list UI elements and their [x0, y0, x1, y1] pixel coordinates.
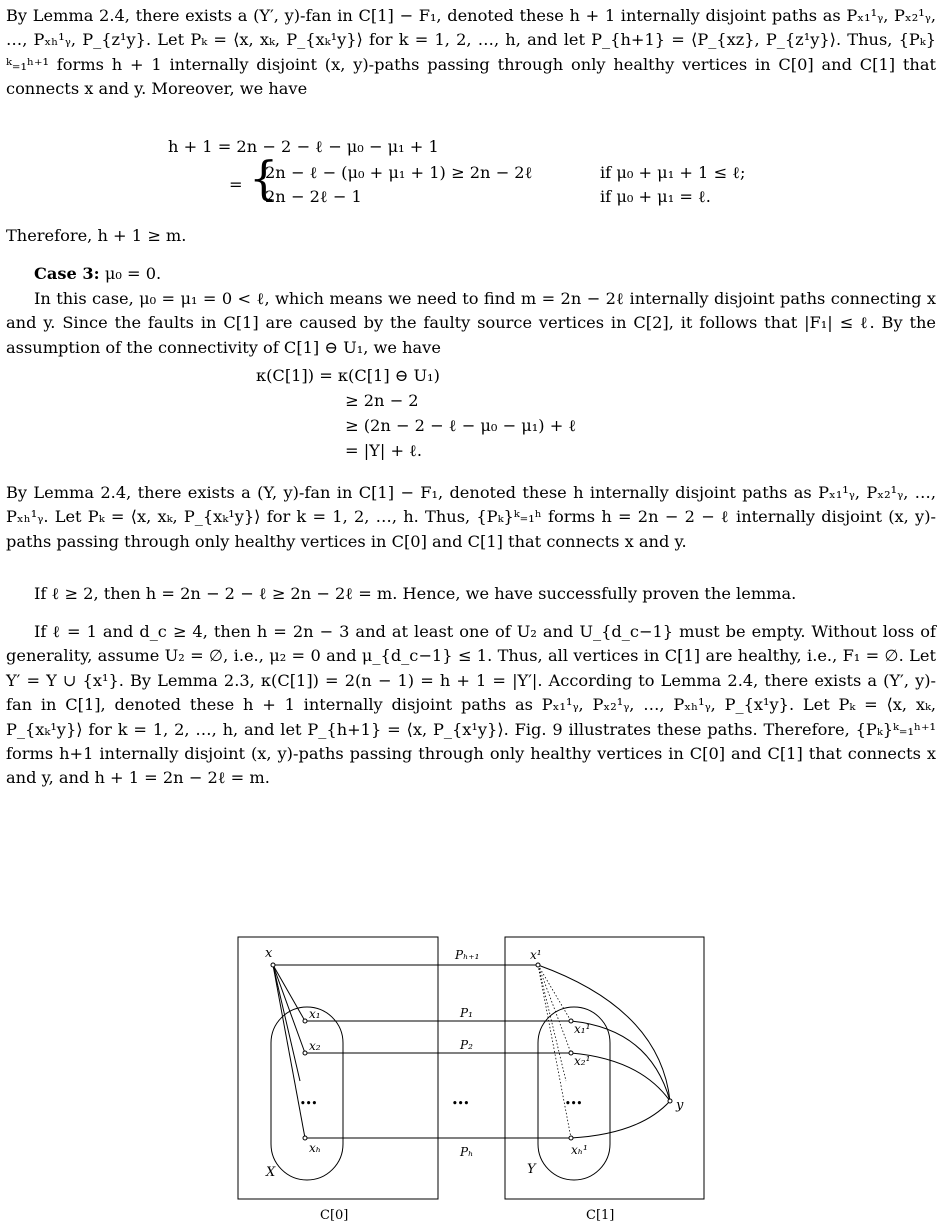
- label-P2: P₂: [460, 1038, 473, 1052]
- paragraph-5: If ℓ = 1 and d_c ≥ 4, then h = 2n − 3 and at least one of U₂ and U_{d_c−1} must be empty. Without loss of generality, assume U₂ = ∅, i.e., μ₂ = 0 and μ_{d_c−1} ≤ 1. Thus, all vertices in C[1] are healthy, i.e., F₁ = ∅. Let Y′ = Y ∪ {x¹}. By Lemma 2.3, κ(C[1]) = 2(n − 1) = h + 1 = |Y′|. According to Lemma 2.4, there exists a (Y′, y)-fan in C[1], denoted these h + 1 internally disjoint paths as Pₓ₁¹ᵧ, Pₓ₂¹ᵧ, …, Pₓₕ¹ᵧ, P_{x¹y}. Let Pₖ = ⟨x, xₖ, P_{xₖ¹y}⟩ for k = 1, 2, …, h, and let P_{h+1} = ⟨x, P_{x¹y}⟩. Fig. 9 illustrates these paths. Therefore, {Pₖ}ᵏ₌₁ʰ⁺¹ forms h+1 internally disjoint (x, y)-paths passing through only healthy vertices in C[0] and C[1] that connects x and y, and h + 1 = 2n − 2ℓ = m.: [6, 622, 936, 788]
- label-x-sup-1: x¹: [530, 948, 542, 962]
- case-3-label: Case 3:: [34, 264, 100, 283]
- equation-1-case-1: 2n − ℓ − (μ₀ + μ₁ + 1) ≥ 2n − 2ℓ: [265, 163, 533, 182]
- equation-1-case-2-condition: if μ₀ + μ₁ = ℓ.: [600, 187, 711, 206]
- label-C1: C[1]: [586, 1208, 615, 1223]
- label-X: X: [266, 1165, 276, 1180]
- case-brace: {: [249, 151, 279, 205]
- therefore-line: Therefore, h + 1 ≥ m.: [6, 226, 187, 245]
- label-C0: C[0]: [320, 1208, 349, 1223]
- label-dots-right: •••: [565, 1099, 583, 1109]
- paragraph-2: In this case, μ₀ = μ₁ = 0 < ℓ, which means we need to find m = 2n − 2ℓ internally disjoint paths connecting x and y. Since the faults in C[1] are caused by the faulty source vertices in C[2], it follows that |F₁| ≤ ℓ. By the assumption of the connectivity of C[1] ⊖ U₁, we have: [6, 289, 936, 357]
- region-X: [271, 1007, 343, 1180]
- equation-2-line-3: ≥ (2n − 2 − ℓ − μ₀ − μ₁) + ℓ: [345, 416, 577, 435]
- label-dots-left: •••: [300, 1099, 318, 1109]
- equation-1-line-1: h + 1 = 2n − 2 − ℓ − μ₀ − μ₁ + 1: [168, 137, 439, 156]
- box-c0: [238, 937, 438, 1199]
- label-x1-1: x₁¹: [574, 1022, 591, 1036]
- label-Ph: Pₕ: [460, 1145, 474, 1159]
- label-xh-1: xₕ¹: [571, 1143, 588, 1157]
- case-3-condition: μ₀ = 0.: [104, 264, 162, 283]
- box-c1: [505, 937, 704, 1199]
- label-x1: x₁: [309, 1007, 321, 1021]
- equals-sign: =: [229, 175, 243, 194]
- paragraph-1: By Lemma 2.4, there exists a (Y′, y)-fan in C[1] − F₁, denoted these h + 1 internally disjoint paths as Pₓ₁¹ᵧ, Pₓ₂¹ᵧ, …, Pₓₕ¹ᵧ, P_{z¹y}. Let Pₖ = ⟨x, xₖ, P_{xₖ¹y}⟩ for k = 1, 2, …, h, and let P_{h+1} = ⟨P_{xz}, P_{z¹y}⟩. Thus, {Pₖ}ᵏ₌₁ʰ⁺¹ forms h + 1 internally disjoint (x, y)-paths passing through only healthy vertices in C[0] and C[1] that connects x and y. Moreover, we have: [6, 6, 936, 99]
- label-xh: xₕ: [309, 1141, 321, 1155]
- equation-2-line-1: κ(C[1]) = κ(C[1] ⊖ U₁): [256, 366, 440, 385]
- paragraph-3: By Lemma 2.4, there exists a (Y, y)-fan in C[1] − F₁, denoted these h internally disjoint paths as Pₓ₁¹ᵧ, Pₓ₂¹ᵧ, …, Pₓₕ¹ᵧ. Let Pₖ = ⟨x, xₖ, P_{xₖ¹y}⟩ for k = 1, 2, …, h. Thus, {Pₖ}ᵏ₌₁ʰ forms h = 2n − 2 − ℓ internally disjoint (x, y)-paths passing through only healthy vertices in C[0] and C[1] that connects x and y.: [6, 483, 936, 551]
- label-P-h1: Pₕ₊₁: [455, 948, 480, 962]
- equation-2-line-4: = |Y| + ℓ.: [345, 441, 423, 460]
- equation-2-line-2: ≥ 2n − 2: [345, 391, 419, 410]
- x1-dotted-lines: [538, 965, 571, 1138]
- equation-1-case-1-condition: if μ₀ + μ₁ + 1 ≤ ℓ;: [600, 163, 746, 182]
- label-dots-middle: •••: [452, 1099, 470, 1109]
- case-3-heading: [6, 262, 936, 286]
- label-x2-1: x₂¹: [574, 1054, 591, 1068]
- paragraph-4: If ℓ ≥ 2, then h = 2n − 2 − ℓ ≥ 2n − 2ℓ = m. Hence, we have successfully proven the lemma.: [34, 584, 797, 603]
- label-x2: x₂: [309, 1039, 321, 1053]
- label-x: x: [265, 946, 273, 961]
- label-P1: P₁: [460, 1006, 473, 1020]
- label-Y: Y: [527, 1162, 536, 1177]
- equation-1-case-2: 2n − 2ℓ − 1: [265, 187, 362, 206]
- label-y: y: [676, 1098, 684, 1113]
- figure-9: [0, 919, 943, 1229]
